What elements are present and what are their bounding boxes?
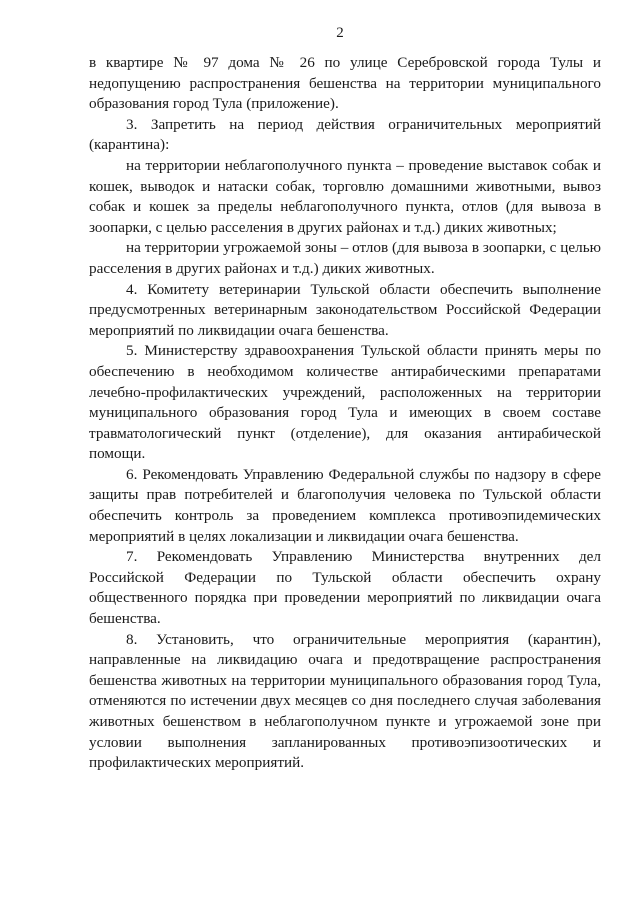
- paragraph-item-4: 4. Комитету ветеринарии Тульской области обеспечить выполнение предусмотренных ветеринарным законодательством Российской Федерации мероприятий по ликвидации очага бешенства.: [89, 280, 601, 339]
- document-body: [89, 53, 601, 774]
- paragraph-item-8: 8. Установить, что ограничительные мероприятия (карантин), направленные на ликвидацию очага и предотвращение распространения бешенства животных на территории муниципального образования город Тула, отменяются по истечении двух месяцев со дня последнего случая заболевания животных бешенством в неблагополучном пункте и угрожаемой зоне при условии выполнения запланированных противоэпизоотических и профилактических мероприятий.: [89, 630, 601, 772]
- paragraph-item-6: 6. Рекомендовать Управлению Федеральной службы по надзору в сфере защиты прав потребителей и благополучия человека по Тульской области обеспечить контроль за проведением комплекса противоэпидемических мероприятий в целях локализации и ликвидации очага бешенства.: [89, 465, 601, 545]
- paragraph-item-5: 5. Министерству здравоохранения Тульской области принять меры по обеспечению в необходимом количестве антирабическими препаратами лечебно-профилактических учреждений, расположенных на территории муниципального образования город Тула и имеющих в своем составе травматологический пункт (отделение), для оказания антирабической помощи.: [89, 342, 601, 463]
- paragraph-continuation: в квартире № 97 дома № 26 по улице Серебровской города Тулы и недопущению распространения бешенства на территории муниципального образования город Тула (приложение).: [89, 54, 601, 113]
- paragraph-item-3-territory-unfavorable: на территории неблагополучного пункта – проведение выставок собак и кошек, выводок и натаски собак, торговлю домашними животными, вывоз собак и кошек за пределы неблагополучного пункта, отлов (для вывоза в зоопарки, с целью расселения в других районах и т.д.) диких животных;: [89, 156, 601, 236]
- paragraph-item-7: 7. Рекомендовать Управлению Министерства внутренних дел Российской Федерации по Тульской области обеспечить охрану общественного порядка при проведении мероприятий по ликвидации очага бешенства.: [89, 548, 601, 628]
- paragraph-item-3-threatened-zone: на территории угрожаемой зоны – отлов (для вывоза в зоопарки, с целью расселения в других районах и т.д.) диких животных.: [89, 239, 601, 277]
- paragraph-item-3: 3. Запретить на период действия ограничительных мероприятий (карантина):: [89, 115, 601, 154]
- page-number: 2: [336, 25, 344, 41]
